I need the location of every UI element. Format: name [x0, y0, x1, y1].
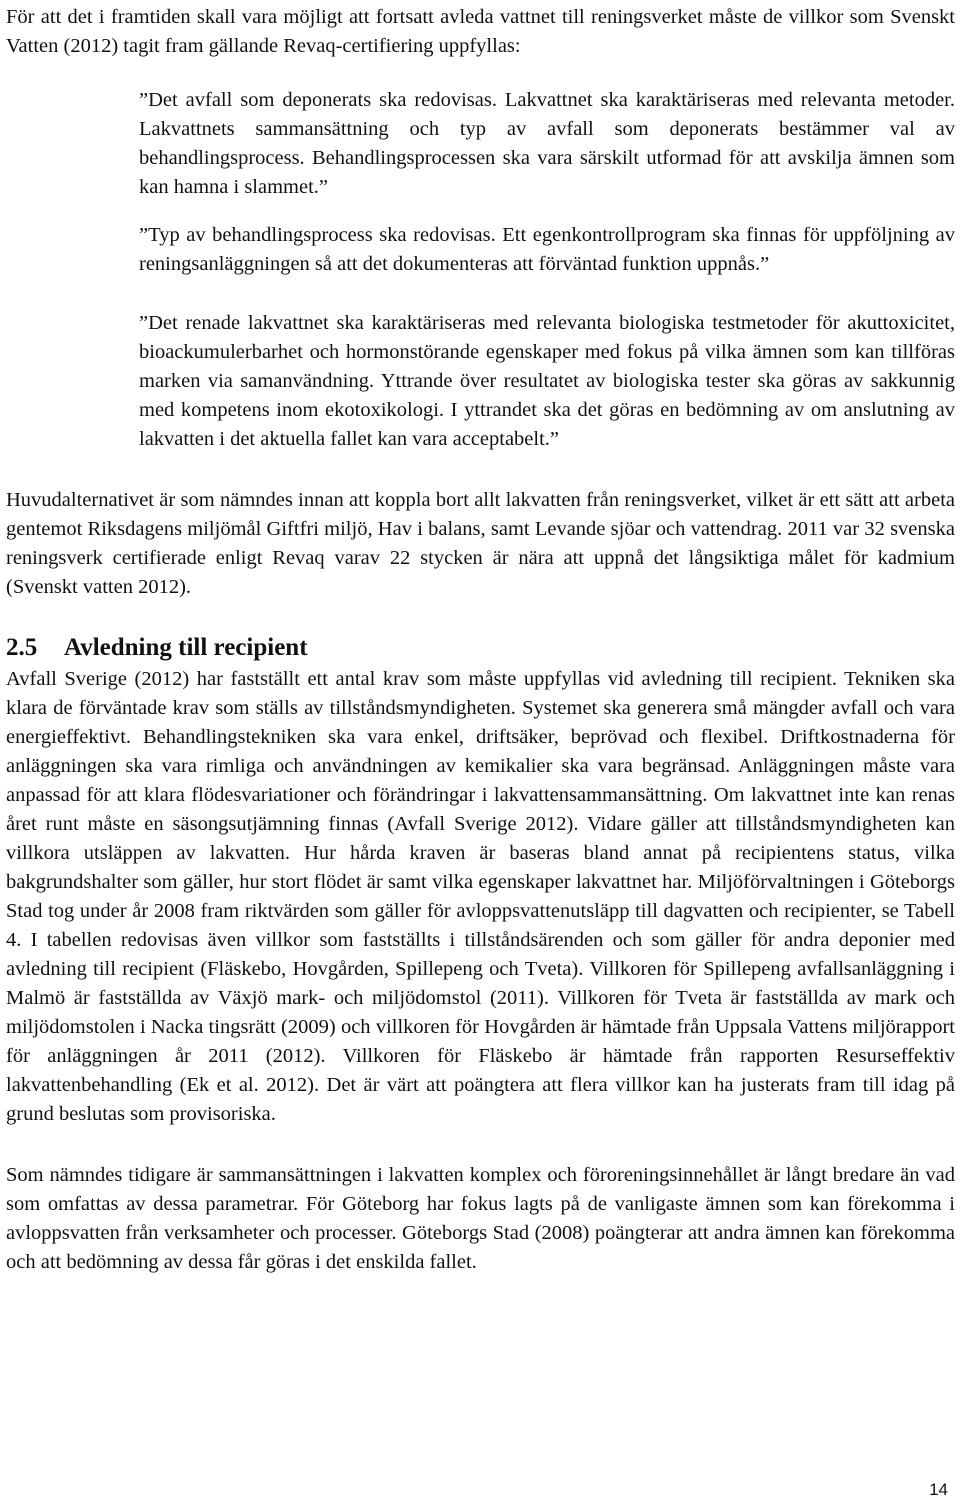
page-number: 14: [929, 1480, 948, 1499]
section-number: 2.5: [6, 634, 38, 661]
intro-paragraph: För att det i framtiden skall vara möjligt att fortsatt avleda vattnet till reningsverket måste de villkor som Svenskt Vatten (2012) tagit fram gällande Revaq-certifiering uppfyllas:: [6, 6, 955, 57]
quote-paragraph-3: ”Det renade lakvattnet ska karaktäriseras med relevanta biologiska testmetoder för akuttoxicitet, bioackumulerbarhet och hormonstörande egenskaper med fokus på vilka ämnen som kan tillföras marken via samanvändning. Yttrande över resultatet av biologiska tester ska göras av sakkunnig med kompetens inom ekotoxikologi. I yttrandet ska det göras en bedömning av om anslutning av lakvatten i det aktuella fallet kan vara acceptabelt.”: [139, 312, 955, 450]
main-paragraph: Huvudalternativet är som nämndes innan att koppla bort allt lakvatten från reningsverket, vilket är ett sätt att arbeta gentemot Riksdagens miljömål Giftfri miljö, Hav i balans, samt Levande sjöar och vattendrag. 2011 var 32 svenska reningsverk certifierade enligt Revaq varav 22 stycken är nära att uppnå det långsiktiga målet för kadmium (Svenskt vatten 2012).: [6, 489, 955, 598]
section-heading: [6, 633, 955, 663]
section-title: Avledning till recipient: [64, 634, 308, 661]
section-body-paragraph: Avfall Sverige (2012) har fastställt ett antal krav som måste uppfyllas vid avledning till recipient. Tekniken ska klara de förväntade krav som ställs av tillståndsmyndigheten. Systemet ska generera små mängder avfall och vara energieffektivt. Behandlingstekniken ska vara enkel, driftsäker, beprövad och flexibel. Driftkostnaderna för anläggningen ska vara rimliga och användningen av kemikalier ska vara begränsad. Anläggningen måste vara anpassad för att klara flödesvariationer och förändringar i lakvattensammansättning. Om lakvattnet inte kan renas året runt måste en säsongsutjämning finnas (Avfall Sverige 2012). Vidare gäller att tillståndsmyndigheten kan villkora utsläppen av lakvatten. Hur hårda kraven är baseras bland annat på recipientens status, vilka bakgrundshalter som gäller, hur stort flödet är samt vilka egenskaper lakvattnet har. Miljöförvaltningen i Göteborgs Stad tog under år 2008 fram riktvärden som gäller för avloppsvattenutsläpp till dagvatten och recipienter, se Tabell 4. I tabellen redovisas även villkor som fastställts i tillståndsärenden och som gäller för andra deponier med avledning till recipient (Fläskebo, Hovgården, Spillepeng och Tveta). Villkoren för Spillepeng avfallsanläggning i Malmö är fastställda av Växjö mark- och miljödomstol (2011). Villkoren för Tveta är fastställda av mark och miljödomstolen i Nacka tingsrätt (2009) och villkoren för Hovgården är hämtade från Uppsala Vattens miljörapport för anläggningen år 2011 (2012). Villkoren för Fläskebo är hämtade från rapporten Resurseffektiv lakvattenbehandling (Ek et al. 2012). Det är värt att poängtera att flera villkor kan ha justerats fram till idag på grund beslutas som provisoriska.: [6, 668, 955, 1125]
closing-paragraph: Som nämndes tidigare är sammansättningen i lakvatten komplex och föroreningsinnehållet är långt bredare än vad som omfattas av dessa parametrar. För Göteborg har fokus lagts på de vanligaste ämnen som kan förekomma i avloppsvatten från verksamheter och processer. Göteborgs Stad (2008) poängterar att andra ämnen kan förekomma och att bedömning av dessa får göras i det enskilda fallet.: [6, 1164, 955, 1273]
document-page: [6, 0, 955, 1277]
quote-paragraph-2: ”Typ av behandlingsprocess ska redovisas. Ett egenkontrollprogram ska finnas för uppföljning av reningsanläggningen så att det dokumenteras att förväntad funktion uppnås.”: [139, 224, 955, 275]
quote-paragraph-1: ”Det avfall som deponerats ska redovisas. Lakvattnet ska karaktäriseras med relevanta metoder. Lakvattnets sammansättning och typ av avfall som deponerats bestämmer val av behandlingsprocess. Behandlingsprocessen ska vara särskilt utformad för att avskilja ämnen som kan hamna i slammet.”: [139, 89, 955, 198]
